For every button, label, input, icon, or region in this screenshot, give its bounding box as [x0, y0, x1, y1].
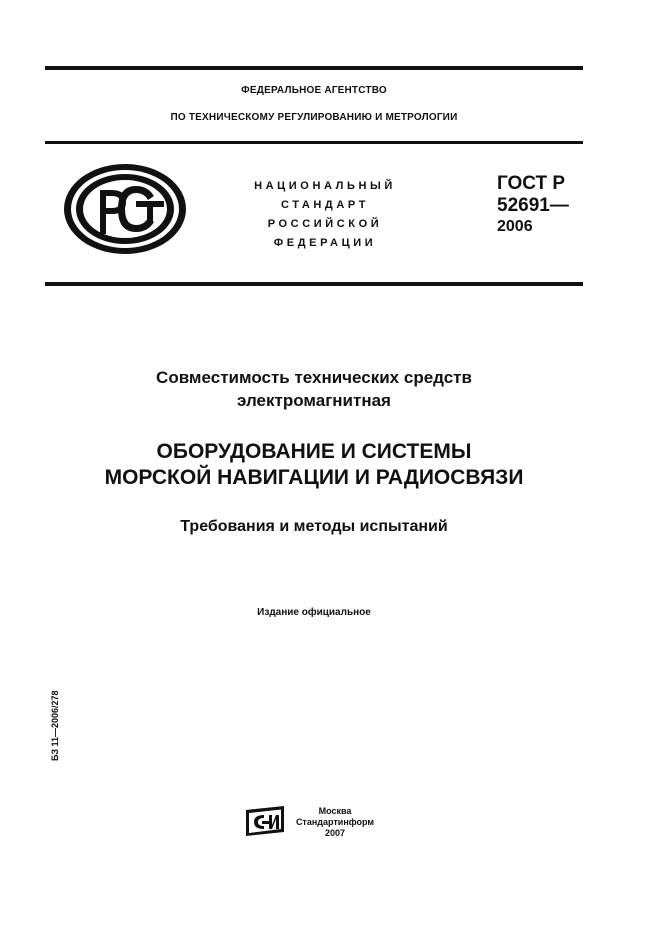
- middle-rule: [45, 141, 583, 144]
- bottom-rule: [45, 282, 583, 286]
- edition-label: Издание официальное: [257, 607, 371, 618]
- designation-year: 2006: [497, 218, 533, 235]
- standartinform-logo-icon: [244, 806, 288, 836]
- standard-designation: [497, 173, 569, 237]
- main-title-line2: МОРСКОЙ НАВИГАЦИИ И РАДИОСВЯЗИ: [104, 466, 524, 489]
- national-standard-line: СТАНДАРТ: [280, 199, 370, 211]
- agency-name-line1: ФЕДЕРАЛЬНОЕ АГЕНТСТВО: [241, 85, 387, 96]
- top-rule: [45, 66, 583, 70]
- national-standard-line: ФЕДЕРАЦИИ: [273, 237, 377, 249]
- publisher-city: Москва: [318, 806, 352, 816]
- main-title-line1: ОБОРУДОВАНИЕ И СИСТЕМЫ: [156, 440, 472, 463]
- national-standard-line: НАЦИОНАЛЬНЫЙ: [254, 180, 396, 192]
- rst-gost-emblem-icon: [62, 162, 188, 256]
- publisher-name: Стандартинформ: [295, 817, 375, 827]
- national-standard-heading: [230, 177, 420, 253]
- agency-name-line2: ПО ТЕХНИЧЕСКОМУ РЕГУЛИРОВАНИЮ И МЕТРОЛОГИИ: [170, 112, 458, 123]
- general-title-line2: электромагнитная: [237, 391, 391, 410]
- publisher-year: 2007: [324, 828, 346, 838]
- designation-prefix: ГОСТ Р: [497, 173, 566, 194]
- subtitle: Требования и методы испытаний: [180, 518, 448, 535]
- designation-number: 52691—: [497, 195, 569, 216]
- side-code: БЗ 11—2006/278: [50, 690, 60, 761]
- publisher-info: [295, 806, 375, 839]
- general-title-line1: Совместимость технических средств: [156, 368, 472, 387]
- national-standard-line: РОССИЙСКОЙ: [267, 218, 383, 230]
